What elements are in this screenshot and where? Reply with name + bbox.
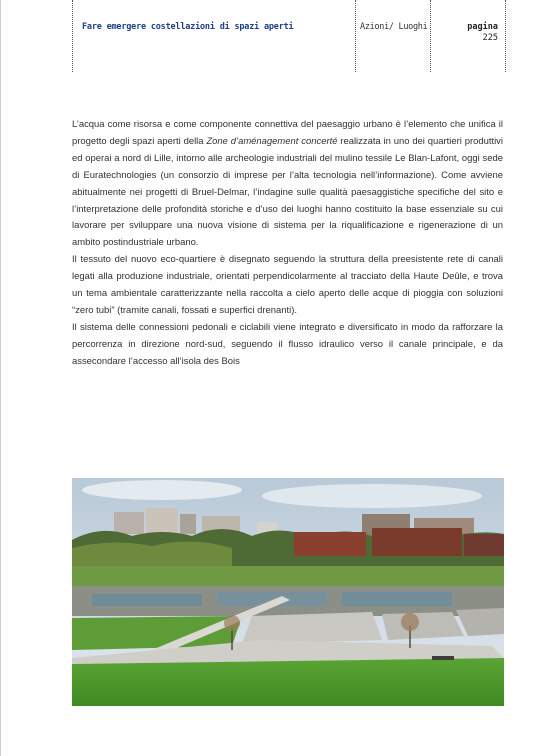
page-label: pagina <box>467 22 498 32</box>
paragraph <box>72 117 503 252</box>
running-title: Fare emergere costellazioni di spazi aperti <box>82 22 294 32</box>
paragraph-text: L’acqua come risorsa e come componente connettiva del paesaggio urbano è l’elemento che unifica il progetto degli spazi aperti della <box>72 119 503 147</box>
paragraph: Il tessuto del nuovo eco-quartiere è disegnato seguendo la struttura della preesistente rete di canali legati alla produzione industriale, orientati perpendicolarmente al tracciato della Haute Deûle, e trova un tema ambientale caratterizzante nella raccolta a cielo aperto delle acque di pioggia con soluzioni “zero tubi” (tramite canali, fossati e superfici drenanti). <box>72 254 503 316</box>
header-divider <box>72 0 73 72</box>
landscape-photo <box>72 478 504 706</box>
header-divider <box>505 0 506 72</box>
paragraph-text: realizzata in uno dei quartieri produttivi ed operai a nord di Lille, intorno alle archeologie industriali del mulino tessile Le Blan-Lafont, oggi sede di Euratechnologies (un consorzio di imprese per l’alta tecnologia nell’informazione). Come avviene abitualmente nei progetti di Bruel-Delmar, l’indagine sulle qualità paesaggistiche specifiche del sito e l’interpretazione delle profondità storiche e d’uso dei luoghi hanno costituito la base essenziale su cui lavorare per sviluppare una nuova visione di sistema per la riqualificazione e rigenerazione di un ambito postindustriale urbano. <box>72 135 503 249</box>
page-edge <box>0 0 1 756</box>
paragraph: Il sistema delle connessioni pedonali e ciclabili viene integrato e diversificato in modo da rafforzare la percorrenza in direzione nord-sud, seguendo il flusso idraulico verso il canale principale, e da assecondare l’accesso all’isola des Bois <box>72 321 503 367</box>
section-label: Azioni/ Luoghi <box>360 22 428 32</box>
body-text <box>72 117 503 371</box>
italic-term: Zone d’aménagement concerté <box>206 135 338 147</box>
header-divider <box>430 0 431 72</box>
header-divider <box>355 0 356 72</box>
page-number: 225 <box>482 33 498 43</box>
